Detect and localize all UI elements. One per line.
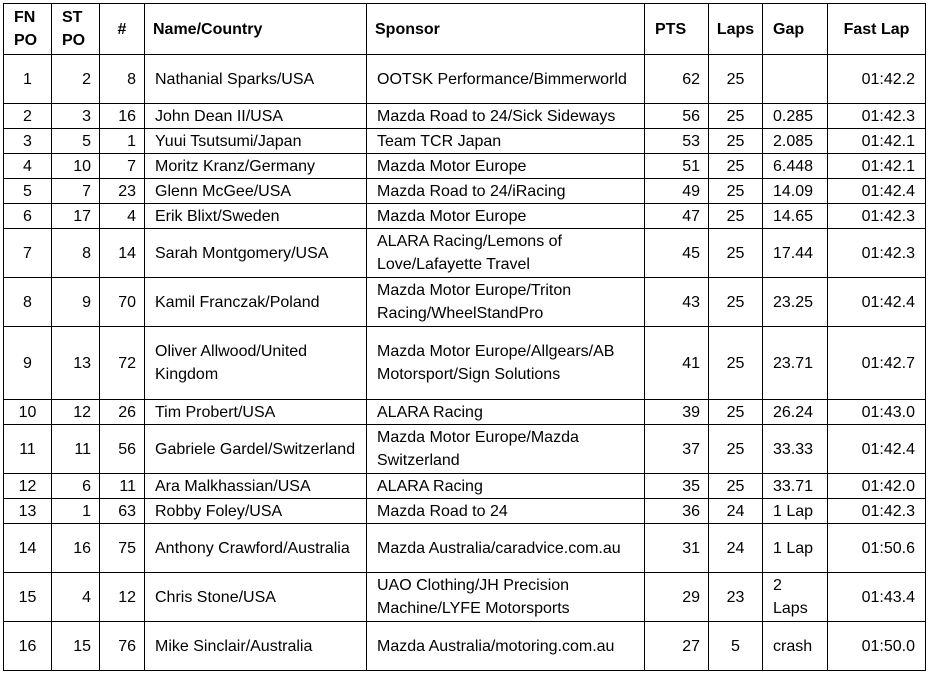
cell-car-number: 23 [100,179,145,204]
cell-st-po: 13 [52,327,100,400]
cell-gap [763,55,828,104]
cell-name-country: Gabriele Gardel/Switzerland [145,425,367,474]
cell-sponsor: Mazda Road to 24/iRacing [367,179,645,204]
header-laps: Laps [709,4,763,55]
cell-sponsor: Mazda Motor Europe [367,154,645,179]
cell-points: 53 [645,129,709,154]
cell-name-country: Tim Probert/USA [145,400,367,425]
cell-car-number: 70 [100,278,145,327]
cell-laps: 5 [709,622,763,671]
cell-gap: 1 Lap [763,524,828,573]
cell-points: 27 [645,622,709,671]
table-row [4,229,926,278]
cell-fn-po: 1 [4,55,52,104]
cell-laps: 25 [709,204,763,229]
table-row [4,622,926,671]
table-row [4,573,926,622]
cell-fn-po: 6 [4,204,52,229]
cell-st-po: 1 [52,499,100,524]
cell-car-number: 75 [100,524,145,573]
cell-sponsor: ALARA Racing [367,474,645,499]
cell-fast-lap: 01:42.2 [828,55,926,104]
cell-points: 49 [645,179,709,204]
cell-sponsor: Mazda Australia/motoring.com.au [367,622,645,671]
cell-st-po: 17 [52,204,100,229]
cell-sponsor: Mazda Australia/caradvice.com.au [367,524,645,573]
cell-car-number: 72 [100,327,145,400]
cell-sponsor: Team TCR Japan [367,129,645,154]
cell-points: 37 [645,425,709,474]
cell-laps: 25 [709,129,763,154]
cell-fast-lap: 01:42.0 [828,474,926,499]
cell-points: 56 [645,104,709,129]
cell-gap: 6.448 [763,154,828,179]
cell-car-number: 14 [100,229,145,278]
cell-fn-po: 5 [4,179,52,204]
cell-sponsor: Mazda Motor Europe [367,204,645,229]
table-body [4,55,926,671]
cell-points: 36 [645,499,709,524]
header-st-po: ST PO [52,4,100,55]
cell-fast-lap: 01:42.4 [828,278,926,327]
cell-st-po: 11 [52,425,100,474]
cell-st-po: 3 [52,104,100,129]
cell-sponsor: Mazda Road to 24 [367,499,645,524]
cell-laps: 25 [709,179,763,204]
table-row [4,154,926,179]
header-car-number: # [100,4,145,55]
table-row [4,55,926,104]
cell-sponsor: ALARA Racing [367,400,645,425]
cell-fn-po: 15 [4,573,52,622]
cell-car-number: 12 [100,573,145,622]
cell-fn-po: 8 [4,278,52,327]
cell-name-country: Robby Foley/USA [145,499,367,524]
cell-gap: 26.24 [763,400,828,425]
cell-car-number: 11 [100,474,145,499]
cell-fn-po: 2 [4,104,52,129]
cell-gap: 2 Laps [763,573,828,622]
cell-sponsor: OOTSK Performance/Bimmerworld [367,55,645,104]
cell-fast-lap: 01:42.1 [828,154,926,179]
cell-name-country: Oliver Allwood/United Kingdom [145,327,367,400]
cell-gap: 33.33 [763,425,828,474]
cell-st-po: 2 [52,55,100,104]
cell-name-country: John Dean II/USA [145,104,367,129]
cell-fn-po: 7 [4,229,52,278]
cell-car-number: 4 [100,204,145,229]
cell-sponsor: ALARA Racing/Lemons of Love/Lafayette Travel [367,229,645,278]
cell-st-po: 8 [52,229,100,278]
cell-st-po: 4 [52,573,100,622]
cell-sponsor: Mazda Motor Europe/Allgears/AB Motorsport/Sign Solutions [367,327,645,400]
cell-name-country: Sarah Montgomery/USA [145,229,367,278]
cell-fn-po: 11 [4,425,52,474]
table-row [4,204,926,229]
cell-gap: 14.09 [763,179,828,204]
cell-fast-lap: 01:43.4 [828,573,926,622]
cell-fn-po: 10 [4,400,52,425]
cell-name-country: Ara Malkhassian/USA [145,474,367,499]
cell-st-po: 12 [52,400,100,425]
cell-laps: 25 [709,278,763,327]
cell-fast-lap: 01:50.0 [828,622,926,671]
header-gap: Gap [763,4,828,55]
header-name-country: Name/Country [145,4,367,55]
cell-laps: 25 [709,55,763,104]
table-header [4,4,926,55]
cell-points: 43 [645,278,709,327]
cell-name-country: Kamil Franczak/Poland [145,278,367,327]
cell-fast-lap: 01:43.0 [828,400,926,425]
table-row [4,400,926,425]
cell-gap: 1 Lap [763,499,828,524]
cell-st-po: 5 [52,129,100,154]
cell-fast-lap: 01:50.6 [828,524,926,573]
cell-fn-po: 14 [4,524,52,573]
cell-points: 51 [645,154,709,179]
cell-sponsor: UAO Clothing/JH Precision Machine/LYFE Motorsports [367,573,645,622]
cell-gap: 23.25 [763,278,828,327]
cell-gap: crash [763,622,828,671]
cell-st-po: 10 [52,154,100,179]
cell-car-number: 8 [100,55,145,104]
cell-gap: 14.65 [763,204,828,229]
cell-car-number: 1 [100,129,145,154]
cell-fast-lap: 01:42.1 [828,129,926,154]
cell-gap: 23.71 [763,327,828,400]
cell-name-country: Nathanial Sparks/USA [145,55,367,104]
cell-car-number: 63 [100,499,145,524]
table-row [4,179,926,204]
cell-gap: 0.285 [763,104,828,129]
cell-car-number: 56 [100,425,145,474]
cell-fast-lap: 01:42.3 [828,229,926,278]
table-row [4,499,926,524]
cell-points: 35 [645,474,709,499]
cell-fast-lap: 01:42.3 [828,104,926,129]
cell-laps: 25 [709,229,763,278]
cell-points: 45 [645,229,709,278]
cell-laps: 25 [709,425,763,474]
cell-laps: 25 [709,154,763,179]
table-row [4,425,926,474]
cell-name-country: Erik Blixt/Sweden [145,204,367,229]
cell-laps: 23 [709,573,763,622]
table-row [4,474,926,499]
cell-st-po: 9 [52,278,100,327]
cell-sponsor: Mazda Motor Europe/Mazda Switzerland [367,425,645,474]
cell-fast-lap: 01:42.4 [828,425,926,474]
table-row [4,129,926,154]
cell-st-po: 6 [52,474,100,499]
cell-fn-po: 9 [4,327,52,400]
table-row [4,524,926,573]
cell-car-number: 76 [100,622,145,671]
table-row [4,278,926,327]
cell-st-po: 7 [52,179,100,204]
cell-car-number: 26 [100,400,145,425]
header-fn-po: FN PO [4,4,52,55]
cell-name-country: Yuui Tsutsumi/Japan [145,129,367,154]
cell-laps: 25 [709,474,763,499]
cell-gap: 17.44 [763,229,828,278]
table-row [4,327,926,400]
cell-points: 29 [645,573,709,622]
header-sponsor: Sponsor [367,4,645,55]
cell-name-country: Glenn McGee/USA [145,179,367,204]
cell-fast-lap: 01:42.4 [828,179,926,204]
cell-fn-po: 12 [4,474,52,499]
cell-fast-lap: 01:42.3 [828,204,926,229]
cell-sponsor: Mazda Motor Europe/Triton Racing/WheelStandPro [367,278,645,327]
cell-gap: 2.085 [763,129,828,154]
cell-fn-po: 16 [4,622,52,671]
cell-sponsor: Mazda Road to 24/Sick Sideways [367,104,645,129]
race-results-table [3,3,926,671]
cell-fn-po: 3 [4,129,52,154]
cell-points: 39 [645,400,709,425]
header-fast-lap: Fast Lap [828,4,926,55]
cell-points: 31 [645,524,709,573]
cell-laps: 25 [709,104,763,129]
cell-fn-po: 13 [4,499,52,524]
cell-fast-lap: 01:42.7 [828,327,926,400]
cell-laps: 25 [709,327,763,400]
cell-points: 62 [645,55,709,104]
cell-points: 47 [645,204,709,229]
cell-name-country: Mike Sinclair/Australia [145,622,367,671]
cell-name-country: Anthony Crawford/Australia [145,524,367,573]
cell-name-country: Moritz Kranz/Germany [145,154,367,179]
cell-gap: 33.71 [763,474,828,499]
cell-fn-po: 4 [4,154,52,179]
header-points: PTS [645,4,709,55]
cell-st-po: 15 [52,622,100,671]
table-row [4,104,926,129]
cell-car-number: 16 [100,104,145,129]
cell-name-country: Chris Stone/USA [145,573,367,622]
cell-st-po: 16 [52,524,100,573]
cell-laps: 24 [709,524,763,573]
cell-laps: 24 [709,499,763,524]
cell-fast-lap: 01:42.3 [828,499,926,524]
cell-car-number: 7 [100,154,145,179]
cell-points: 41 [645,327,709,400]
cell-laps: 25 [709,400,763,425]
